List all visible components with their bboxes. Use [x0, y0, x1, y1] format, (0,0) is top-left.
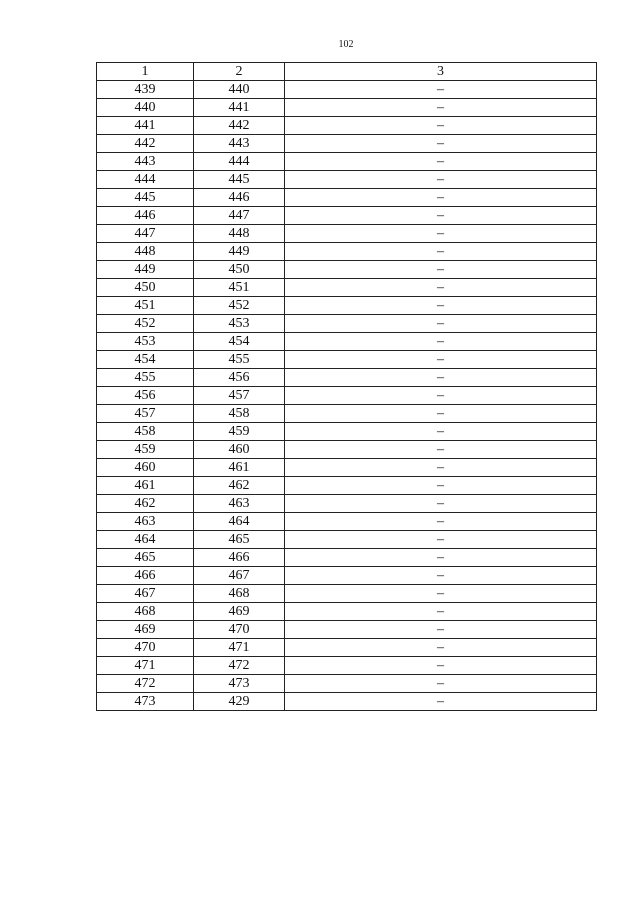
table-cell-col-2: 450: [194, 261, 285, 279]
table-cell-col-3: –: [285, 117, 597, 135]
table-cell-col-1: 461: [97, 477, 194, 495]
table-cell-col-1: 470: [97, 639, 194, 657]
table-cell-col-3: –: [285, 603, 597, 621]
table-cell-col-3: –: [285, 405, 597, 423]
table-cell-col-1: 459: [97, 441, 194, 459]
table-cell-col-3: –: [285, 549, 597, 567]
table-cell-col-3: –: [285, 693, 597, 711]
table-cell-col-2: 459: [194, 423, 285, 441]
column-header-1: 1: [97, 63, 194, 81]
table-cell-col-1: 452: [97, 315, 194, 333]
table-cell-col-1: 457: [97, 405, 194, 423]
table-cell-col-3: –: [285, 567, 597, 585]
table-row: [97, 423, 597, 441]
table-cell-col-3: –: [285, 189, 597, 207]
table-cell-col-1: 463: [97, 513, 194, 531]
table-cell-col-3: –: [285, 315, 597, 333]
table-cell-col-2: 458: [194, 405, 285, 423]
table-row: [97, 297, 597, 315]
table-cell-col-1: 450: [97, 279, 194, 297]
table-cell-col-3: –: [285, 81, 597, 99]
table-cell-col-1: 453: [97, 333, 194, 351]
table-cell-col-3: –: [285, 261, 597, 279]
table-cell-col-2: 463: [194, 495, 285, 513]
table-cell-col-2: 448: [194, 225, 285, 243]
table-row: [97, 531, 597, 549]
table-cell-col-2: 456: [194, 369, 285, 387]
table-cell-col-2: 429: [194, 693, 285, 711]
table-cell-col-1: 464: [97, 531, 194, 549]
table-cell-col-3: –: [285, 297, 597, 315]
table-cell-col-2: 464: [194, 513, 285, 531]
table-cell-col-3: –: [285, 99, 597, 117]
table-cell-col-3: –: [285, 513, 597, 531]
table-cell-col-2: 468: [194, 585, 285, 603]
table-cell-col-2: 446: [194, 189, 285, 207]
table-row: [97, 603, 597, 621]
table-row: [97, 189, 597, 207]
table-row: [97, 243, 597, 261]
column-header-2: 2: [194, 63, 285, 81]
table-cell-col-3: –: [285, 441, 597, 459]
table-row: [97, 135, 597, 153]
table-cell-col-2: 473: [194, 675, 285, 693]
table-cell-col-2: 445: [194, 171, 285, 189]
table-row: [97, 405, 597, 423]
table-cell-col-1: 473: [97, 693, 194, 711]
table-header-row: [97, 63, 597, 81]
table-row: [97, 459, 597, 477]
table-cell-col-1: 456: [97, 387, 194, 405]
data-table: [96, 62, 597, 711]
table-cell-col-3: –: [285, 207, 597, 225]
table-row: [97, 279, 597, 297]
table-cell-col-2: 442: [194, 117, 285, 135]
table-cell-col-1: 466: [97, 567, 194, 585]
table-row: [97, 513, 597, 531]
table-cell-col-2: 440: [194, 81, 285, 99]
table-cell-col-2: 441: [194, 99, 285, 117]
table-row: [97, 585, 597, 603]
table-row: [97, 333, 597, 351]
table-cell-col-3: –: [285, 531, 597, 549]
table-cell-col-3: –: [285, 495, 597, 513]
table-cell-col-2: 471: [194, 639, 285, 657]
table-cell-col-1: 442: [97, 135, 194, 153]
table-cell-col-2: 466: [194, 549, 285, 567]
table-row: [97, 621, 597, 639]
table-cell-col-3: –: [285, 657, 597, 675]
table-cell-col-1: 465: [97, 549, 194, 567]
table-cell-col-3: –: [285, 225, 597, 243]
table-cell-col-3: –: [285, 369, 597, 387]
table-row: [97, 171, 597, 189]
table-row: [97, 225, 597, 243]
table-row: [97, 261, 597, 279]
table-cell-col-2: 457: [194, 387, 285, 405]
table-cell-col-2: 472: [194, 657, 285, 675]
table-cell-col-3: –: [285, 585, 597, 603]
table-cell-col-1: 455: [97, 369, 194, 387]
table-cell-col-2: 465: [194, 531, 285, 549]
table-row: [97, 567, 597, 585]
page-number: 102: [338, 39, 354, 50]
table-cell-col-1: 441: [97, 117, 194, 135]
table-cell-col-2: 461: [194, 459, 285, 477]
table-cell-col-2: 462: [194, 477, 285, 495]
table-cell-col-3: –: [285, 477, 597, 495]
table-cell-col-2: 467: [194, 567, 285, 585]
table-row: [97, 369, 597, 387]
table-cell-col-3: –: [285, 135, 597, 153]
table-cell-col-2: 453: [194, 315, 285, 333]
table-row: [97, 639, 597, 657]
table-row: [97, 153, 597, 171]
table-cell-col-1: 446: [97, 207, 194, 225]
table-cell-col-1: 448: [97, 243, 194, 261]
table-cell-col-2: 449: [194, 243, 285, 261]
table-cell-col-1: 444: [97, 171, 194, 189]
table-cell-col-1: 462: [97, 495, 194, 513]
table-row: [97, 477, 597, 495]
table-row: [97, 693, 597, 711]
table-cell-col-1: 472: [97, 675, 194, 693]
table-cell-col-1: 449: [97, 261, 194, 279]
table-cell-col-1: 467: [97, 585, 194, 603]
table-row: [97, 657, 597, 675]
table-row: [97, 117, 597, 135]
table-cell-col-2: 454: [194, 333, 285, 351]
table-cell-col-3: –: [285, 333, 597, 351]
table-cell-col-1: 469: [97, 621, 194, 639]
table-cell-col-3: –: [285, 675, 597, 693]
table-cell-col-3: –: [285, 243, 597, 261]
table-cell-col-3: –: [285, 171, 597, 189]
table-cell-col-2: 443: [194, 135, 285, 153]
table-row: [97, 549, 597, 567]
table-cell-col-2: 447: [194, 207, 285, 225]
table-row: [97, 207, 597, 225]
table-cell-col-3: –: [285, 153, 597, 171]
table-row: [97, 387, 597, 405]
table-row: [97, 81, 597, 99]
table-cell-col-2: 460: [194, 441, 285, 459]
table-row: [97, 99, 597, 117]
table-cell-col-1: 443: [97, 153, 194, 171]
table-cell-col-2: 444: [194, 153, 285, 171]
table-cell-col-2: 452: [194, 297, 285, 315]
table-row: [97, 315, 597, 333]
table-cell-col-1: 471: [97, 657, 194, 675]
table-cell-col-2: 455: [194, 351, 285, 369]
table-cell-col-1: 454: [97, 351, 194, 369]
table-cell-col-1: 445: [97, 189, 194, 207]
table-row: [97, 351, 597, 369]
table-cell-col-3: –: [285, 387, 597, 405]
table-cell-col-1: 440: [97, 99, 194, 117]
table-cell-col-1: 468: [97, 603, 194, 621]
table-row: [97, 495, 597, 513]
table-cell-col-3: –: [285, 639, 597, 657]
table-cell-col-3: –: [285, 279, 597, 297]
table-cell-col-1: 451: [97, 297, 194, 315]
table-body: [97, 81, 597, 711]
table-cell-col-3: –: [285, 459, 597, 477]
table-cell-col-2: 451: [194, 279, 285, 297]
column-header-3: 3: [285, 63, 597, 81]
table-cell-col-2: 469: [194, 603, 285, 621]
table-row: [97, 441, 597, 459]
table-cell-col-1: 458: [97, 423, 194, 441]
table-row: [97, 675, 597, 693]
table-cell-col-3: –: [285, 423, 597, 441]
table-cell-col-1: 460: [97, 459, 194, 477]
table-cell-col-2: 470: [194, 621, 285, 639]
table-cell-col-1: 439: [97, 81, 194, 99]
table-cell-col-3: –: [285, 621, 597, 639]
table-cell-col-3: –: [285, 351, 597, 369]
table-cell-col-1: 447: [97, 225, 194, 243]
